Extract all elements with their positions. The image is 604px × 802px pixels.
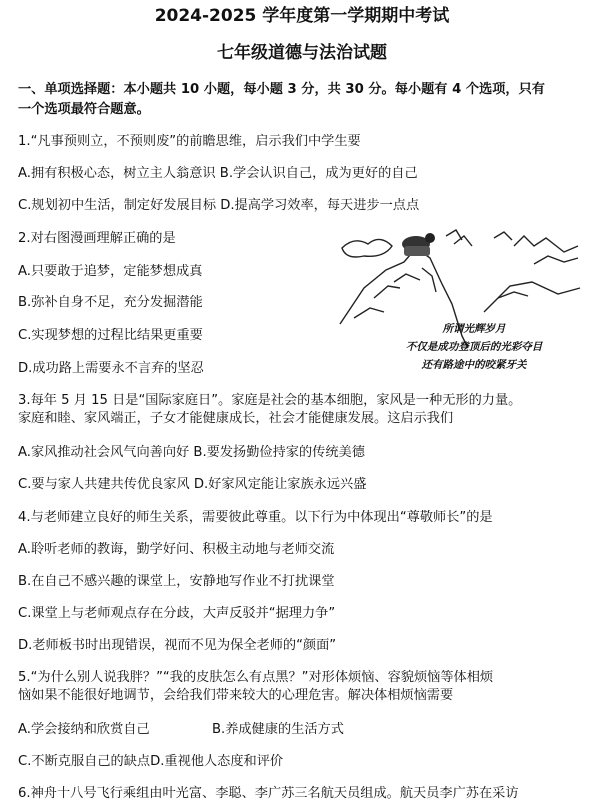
question-2-option-c: C.实现梦想的过程比结果更重要 <box>18 328 203 343</box>
question-4-stem: 4.与老师建立良好的师生关系，需要彼此尊重。以下行为中体现出“尊敬师长”的是 <box>18 510 493 525</box>
exam-subtitle: 七年级道德与法治试题 <box>217 43 387 63</box>
question-2-option-b: B.弥补自身不足，充分发掘潜能 <box>18 295 203 310</box>
question-3-stem-line1: 3.每年 5 月 15 日是“国际家庭日”。家庭是社会的基本细胞，家风是一种无形的力量。 <box>18 393 522 408</box>
cartoon-caption-line1: 所谓光辉岁月 <box>442 323 506 335</box>
question-5-option-a: A.学会接纳和欣赏自己 <box>18 722 150 737</box>
section-heading-line1: 一、单项选择题：本小题共 10 小题，每小题 3 分，共 30 分。每小题有 4 个选项，只有 <box>18 82 545 97</box>
question-5-option-b: B.养成健康的生活方式 <box>212 722 344 737</box>
question-4-option-b: B.在自己不感兴趣的课堂上，安静地写作业不打扰课堂 <box>18 574 335 589</box>
question-1-options-cd: C.规划初中生活，制定好发展目标 D.提高学习效率，每天进步一点点 <box>18 198 420 213</box>
mountain-climbing-cartoon <box>334 228 584 380</box>
question-4-option-d: D.老师板书时出现错误，视而不见为保全老师的“颜面” <box>18 638 337 653</box>
question-5-options-cd: C.不断克服自己的缺点D.重视他人态度和评价 <box>18 754 284 769</box>
question-1-stem: 1.“凡事预则立，不预则废”的前瞻思维，启示我们中学生要 <box>18 134 361 149</box>
climber-figure <box>402 233 435 256</box>
cartoon-caption-line3: 还有路途中的咬紧牙关 <box>421 359 527 371</box>
question-2-option-a: A.只要敢于追梦，定能梦想成真 <box>18 264 203 279</box>
exam-title: 2024-2025 学年度第一学期期中考试 <box>154 6 450 26</box>
question-3-stem-line2: 家庭和睦、家风端正，子女才能健康成长，社会才能健康发展。这启示我们 <box>18 411 454 426</box>
question-3-options-cd: C.要与家人共建共传优良家风 D.好家风定能让家族永远兴盛 <box>18 477 367 492</box>
question-4-option-c: C.课堂上与老师观点存在分歧，大声反驳并“据理力争” <box>18 606 336 621</box>
question-4-option-a: A.聆听老师的教诲，勤学好问、积极主动地与老师交流 <box>18 542 335 557</box>
question-6-stem: 6.神舟十八号飞行乘组由叶光富、李聪、李广苏三名航天员组成。航天员李广苏在采访 <box>18 786 519 801</box>
cloud-icon <box>342 239 392 257</box>
question-5-stem-line2: 恼如果不能很好地调节，会给我们带来较大的心理危害。解决体相烦恼需要 <box>18 688 454 703</box>
section-heading-line2: 一个选项最符合题意。 <box>18 102 150 117</box>
question-1-options-ab: A.拥有积极心态，树立主人翁意识 B.学会认识自己，成为更好的自己 <box>18 166 418 181</box>
question-2-option-d: D.成功路上需要永不言弃的坚忍 <box>18 361 204 376</box>
question-5-stem-line1: 5.“为什么别人说我胖？”“我的皮肤怎么有点黑？”对形体烦恼、容貌烦恼等体相烦 <box>18 670 494 685</box>
question-3-options-ab: A.家风推动社会风气向善向好 B.要发扬勤俭持家的传统美德 <box>18 445 365 460</box>
question-2-stem: 2.对右图漫画理解正确的是 <box>18 231 176 246</box>
cartoon-caption-line2: 不仅是成功登顶后的光彩夺目 <box>405 341 543 353</box>
